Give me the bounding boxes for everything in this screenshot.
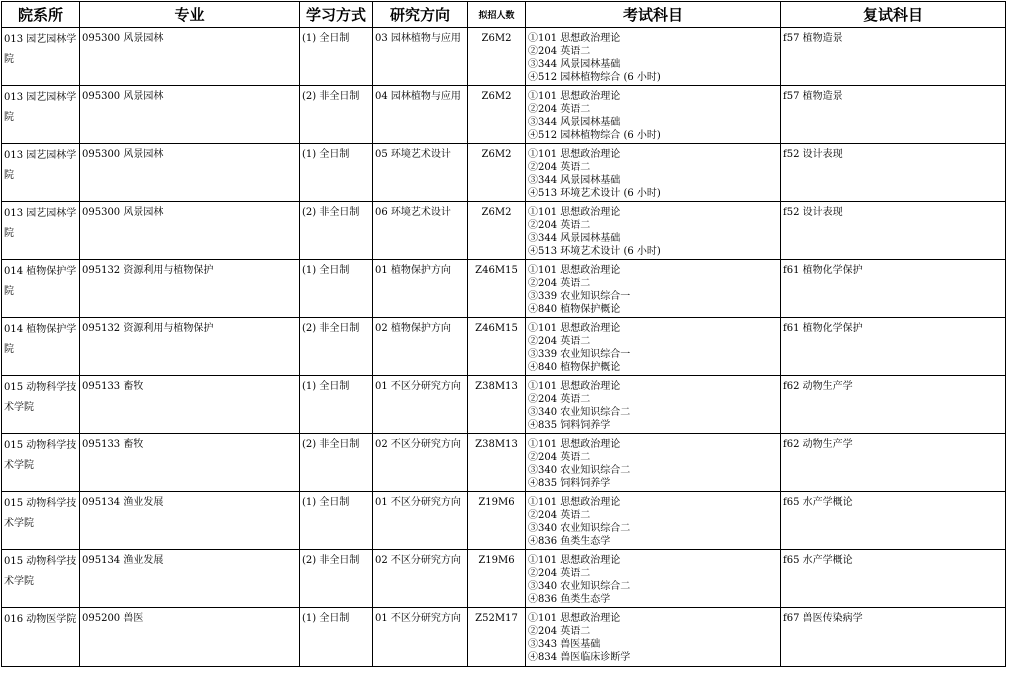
major-cell: 095300 风景园林 [80, 86, 300, 144]
exam-subject: ④512 园林植物综合 (6 小时) [528, 72, 661, 83]
retest-cell: f67 兽医传染病学 [781, 608, 1006, 667]
exam-subject: ④836 鱼类生态学 [528, 536, 611, 547]
table-body [2, 28, 1006, 667]
exam-subject: ④836 鱼类生态学 [528, 594, 611, 605]
major-cell: 095300 风景园林 [80, 202, 300, 260]
exams-cell [526, 550, 781, 608]
exam-subject: ②204 英语二 [528, 278, 591, 289]
exam-subject: ①101 思想政治理论 [528, 33, 621, 44]
mode-cell: (2) 非全日制 [300, 318, 373, 376]
retest-cell: f57 植物造景 [781, 86, 1006, 144]
exam-subject: ④840 植物保护概论 [528, 362, 621, 373]
exam-subject: ②204 英语二 [528, 104, 591, 115]
direction-cell: 03 园林植物与应用 [373, 28, 468, 86]
table-row [2, 318, 1006, 376]
header-plan: 拟招人数 [468, 2, 526, 28]
header-exams: 考试科目 [526, 2, 781, 28]
exam-subject: ④834 兽医临床诊断学 [528, 652, 631, 663]
retest-cell: f62 动物生产学 [781, 434, 1006, 492]
direction-cell: 01 不区分研究方向 [373, 492, 468, 550]
retest-cell: f52 设计表现 [781, 202, 1006, 260]
mode-cell: (1) 全日制 [300, 144, 373, 202]
mode-cell: (2) 非全日制 [300, 434, 373, 492]
college-cell: 013 园艺园林学院 [2, 144, 80, 202]
exam-subject: ②204 英语二 [528, 568, 591, 579]
plan-cell: Z6M2 [468, 144, 526, 202]
retest-cell: f65 水产学概论 [781, 550, 1006, 608]
exam-subject: ④513 环境艺术设计 (6 小时) [528, 246, 661, 257]
exam-subject: ②204 英语二 [528, 626, 591, 637]
exam-subject: ①101 思想政治理论 [528, 265, 621, 276]
retest-cell: f57 植物造景 [781, 28, 1006, 86]
table-row [2, 28, 1006, 86]
exam-subject: ④512 园林植物综合 (6 小时) [528, 130, 661, 141]
exam-subject: ①101 思想政治理论 [528, 149, 621, 160]
direction-cell: 01 植物保护方向 [373, 260, 468, 318]
college-cell: 015 动物科学技术学院 [2, 376, 80, 434]
exam-subject: ②204 英语二 [528, 452, 591, 463]
header-direction: 研究方向 [373, 2, 468, 28]
direction-cell: 02 不区分研究方向 [373, 434, 468, 492]
major-cell: 095132 资源利用与植物保护 [80, 260, 300, 318]
exams-cell [526, 434, 781, 492]
exam-subject: ④835 饲料饲养学 [528, 420, 611, 431]
direction-cell: 05 环境艺术设计 [373, 144, 468, 202]
exam-subject: ④840 植物保护概论 [528, 304, 621, 315]
exam-subject: ③339 农业知识综合一 [528, 291, 631, 302]
exams-cell [526, 376, 781, 434]
exam-subject: ③343 兽医基础 [528, 639, 601, 650]
direction-cell: 04 园林植物与应用 [373, 86, 468, 144]
direction-cell: 01 不区分研究方向 [373, 608, 468, 667]
college-cell: 015 动物科学技术学院 [2, 550, 80, 608]
mode-cell: (2) 非全日制 [300, 202, 373, 260]
exam-subject: ③339 农业知识综合一 [528, 349, 631, 360]
exam-subject: ①101 思想政治理论 [528, 207, 621, 218]
table-row [2, 144, 1006, 202]
table-row [2, 434, 1006, 492]
plan-cell: Z19M6 [468, 550, 526, 608]
table-row [2, 492, 1006, 550]
exam-subject: ④513 环境艺术设计 (6 小时) [528, 188, 661, 199]
plan-cell: Z52M17 [468, 608, 526, 667]
header-retest: 复试科目 [781, 2, 1006, 28]
direction-cell: 06 环境艺术设计 [373, 202, 468, 260]
plan-cell: Z46M15 [468, 318, 526, 376]
plan-cell: Z19M6 [468, 492, 526, 550]
exam-subject: ③340 农业知识综合二 [528, 581, 631, 592]
college-cell: 015 动物科学技术学院 [2, 434, 80, 492]
mode-cell: (1) 全日制 [300, 28, 373, 86]
table-row [2, 86, 1006, 144]
plan-cell: Z38M13 [468, 434, 526, 492]
college-cell: 014 植物保护学院 [2, 318, 80, 376]
college-cell: 016 动物医学院 [2, 608, 80, 667]
plan-cell: Z38M13 [468, 376, 526, 434]
exams-cell [526, 492, 781, 550]
exam-subject: ③340 农业知识综合二 [528, 465, 631, 476]
exam-subject: ①101 思想政治理论 [528, 555, 621, 566]
table-row [2, 376, 1006, 434]
major-cell: 095300 风景园林 [80, 28, 300, 86]
table-row [2, 202, 1006, 260]
plan-cell: Z6M2 [468, 86, 526, 144]
exams-cell [526, 202, 781, 260]
major-cell: 095134 渔业发展 [80, 550, 300, 608]
exams-cell [526, 318, 781, 376]
mode-cell: (2) 非全日制 [300, 550, 373, 608]
direction-cell: 01 不区分研究方向 [373, 376, 468, 434]
major-cell: 095132 资源利用与植物保护 [80, 318, 300, 376]
retest-cell: f62 动物生产学 [781, 376, 1006, 434]
exams-cell [526, 608, 781, 667]
exam-subject: ③344 风景园林基础 [528, 233, 621, 244]
college-cell: 015 动物科学技术学院 [2, 492, 80, 550]
retest-cell: f65 水产学概论 [781, 492, 1006, 550]
exam-subject: ②204 英语二 [528, 220, 591, 231]
retest-cell: f61 植物化学保护 [781, 318, 1006, 376]
major-cell: 095133 畜牧 [80, 376, 300, 434]
retest-cell: f52 设计表现 [781, 144, 1006, 202]
exam-subject: ①101 思想政治理论 [528, 323, 621, 334]
exams-cell [526, 28, 781, 86]
mode-cell: (1) 全日制 [300, 608, 373, 667]
plan-cell: Z6M2 [468, 202, 526, 260]
direction-cell: 02 植物保护方向 [373, 318, 468, 376]
college-cell: 014 植物保护学院 [2, 260, 80, 318]
exam-subject: ②204 英语二 [528, 510, 591, 521]
college-cell: 013 园艺园林学院 [2, 202, 80, 260]
major-cell: 095300 风景园林 [80, 144, 300, 202]
major-cell: 095133 畜牧 [80, 434, 300, 492]
exam-subject: ②204 英语二 [528, 336, 591, 347]
exam-subject: ④835 饲料饲养学 [528, 478, 611, 489]
exam-subject: ③344 风景园林基础 [528, 59, 621, 70]
exam-subject: ①101 思想政治理论 [528, 497, 621, 508]
header-major: 专业 [80, 2, 300, 28]
exam-subject: ①101 思想政治理论 [528, 613, 621, 624]
header-college: 院系所 [2, 2, 80, 28]
mode-cell: (1) 全日制 [300, 376, 373, 434]
college-cell: 013 园艺园林学院 [2, 28, 80, 86]
exam-subject: ③344 风景园林基础 [528, 175, 621, 186]
table-row [2, 608, 1006, 667]
major-cell: 095134 渔业发展 [80, 492, 300, 550]
exam-subject: ②204 英语二 [528, 162, 591, 173]
admissions-table [1, 1, 1006, 667]
mode-cell: (1) 全日制 [300, 260, 373, 318]
mode-cell: (1) 全日制 [300, 492, 373, 550]
exams-cell [526, 86, 781, 144]
header-mode: 学习方式 [300, 2, 373, 28]
plan-cell: Z46M15 [468, 260, 526, 318]
exam-subject: ③340 农业知识综合二 [528, 407, 631, 418]
exam-subject: ①101 思想政治理论 [528, 439, 621, 450]
direction-cell: 02 不区分研究方向 [373, 550, 468, 608]
header-row [2, 2, 1006, 28]
retest-cell: f61 植物化学保护 [781, 260, 1006, 318]
mode-cell: (2) 非全日制 [300, 86, 373, 144]
major-cell: 095200 兽医 [80, 608, 300, 667]
table-row [2, 550, 1006, 608]
exam-subject: ①101 思想政治理论 [528, 381, 621, 392]
exam-subject: ②204 英语二 [528, 46, 591, 57]
exam-subject: ③344 风景园林基础 [528, 117, 621, 128]
table-row [2, 260, 1006, 318]
exam-subject: ③340 农业知识综合二 [528, 523, 631, 534]
plan-cell: Z6M2 [468, 28, 526, 86]
exam-subject: ①101 思想政治理论 [528, 91, 621, 102]
exams-cell [526, 144, 781, 202]
exams-cell [526, 260, 781, 318]
college-cell: 013 园艺园林学院 [2, 86, 80, 144]
exam-subject: ②204 英语二 [528, 394, 591, 405]
